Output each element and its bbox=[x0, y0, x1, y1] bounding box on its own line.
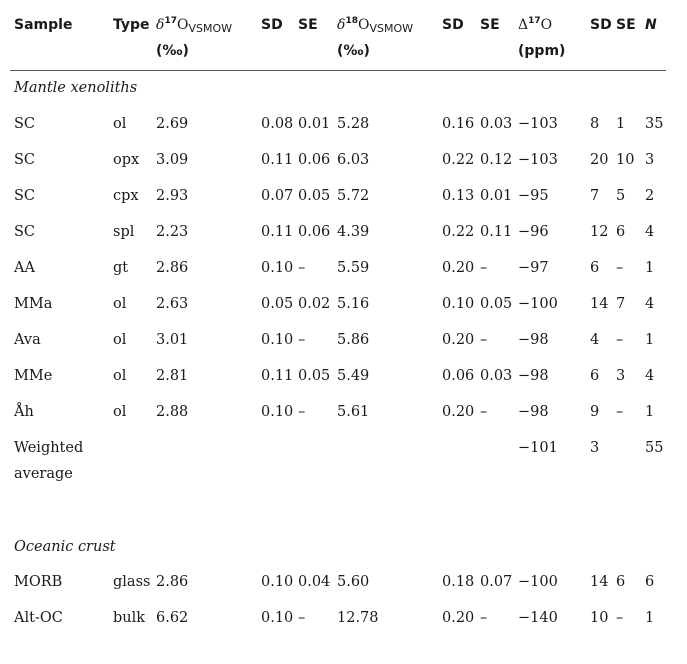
cell-type: ol bbox=[113, 368, 127, 384]
cell-cap: −98 bbox=[518, 332, 549, 348]
cell-sd3: 14 bbox=[590, 574, 609, 590]
cell-se2: – bbox=[480, 404, 488, 420]
cell-sd1: 0.11 bbox=[261, 152, 294, 168]
cell-sd2: 0.22 bbox=[442, 224, 475, 240]
col-header-se3: SE bbox=[616, 17, 636, 33]
cell-sd2: 0.20 bbox=[442, 332, 475, 348]
cell-se3: 10 bbox=[616, 152, 635, 168]
cell-cap: −96 bbox=[518, 224, 549, 240]
cell-d17: 2.93 bbox=[156, 188, 189, 204]
cell-sample: Åh bbox=[14, 404, 34, 420]
cell-sd1: 0.05 bbox=[261, 296, 294, 312]
weighted-cap17o: −101 bbox=[518, 440, 558, 456]
weighted-sd: 3 bbox=[590, 440, 600, 456]
cell-type: spl bbox=[113, 224, 135, 240]
cell-cap: −97 bbox=[518, 260, 549, 276]
cell-se3: – bbox=[616, 404, 624, 420]
weighted-label-line2: average bbox=[14, 466, 73, 482]
cell-sd1: 0.10 bbox=[261, 610, 294, 626]
cell-sd1: 0.10 bbox=[261, 332, 294, 348]
cell-d17: 3.09 bbox=[156, 152, 189, 168]
cell-se1: 0.06 bbox=[298, 152, 331, 168]
cell-se2: – bbox=[480, 610, 488, 626]
cell-type: gt bbox=[113, 260, 129, 276]
cell-sample: SC bbox=[14, 224, 36, 240]
cell-se2: 0.03 bbox=[480, 368, 513, 384]
cell-d18: 5.16 bbox=[337, 296, 370, 312]
cell-d17: 2.23 bbox=[156, 224, 189, 240]
cell-cap: −140 bbox=[518, 610, 558, 626]
cell-se2: 0.05 bbox=[480, 296, 513, 312]
cell-n: 4 bbox=[645, 296, 655, 312]
cell-type: ol bbox=[113, 296, 127, 312]
cell-sd3: 4 bbox=[590, 332, 600, 348]
cell-se1: 0.04 bbox=[298, 574, 331, 590]
cell-type: cpx bbox=[113, 188, 139, 204]
cell-type: ol bbox=[113, 404, 127, 420]
cell-d18: 5.60 bbox=[337, 574, 370, 590]
cell-se3: 6 bbox=[616, 224, 626, 240]
capital-delta-symbol: Δ bbox=[518, 17, 529, 33]
cell-type: glass bbox=[113, 574, 151, 590]
section-heading-mantle: Mantle xenoliths bbox=[14, 80, 138, 96]
isotope-superscript: 17 bbox=[528, 16, 541, 26]
reference-subscript: VSMOW bbox=[369, 22, 413, 35]
cell-sd1: 0.10 bbox=[261, 260, 294, 276]
cell-cap: −98 bbox=[518, 368, 549, 384]
cell-sample: MMa bbox=[14, 296, 53, 312]
cell-sd2: 0.22 bbox=[442, 152, 475, 168]
cell-n: 1 bbox=[645, 332, 655, 348]
cell-se3: – bbox=[616, 260, 624, 276]
col-header-d18o-unit: (‰) bbox=[337, 43, 370, 59]
cell-type: ol bbox=[113, 332, 127, 348]
cell-sample: Alt-OC bbox=[14, 610, 63, 626]
cell-sample: SC bbox=[14, 116, 36, 132]
cell-d18: 5.28 bbox=[337, 116, 370, 132]
col-header-se2: SE bbox=[480, 17, 500, 33]
col-header-sample: Sample bbox=[14, 17, 73, 33]
col-header-cap17o-unit: (ppm) bbox=[518, 43, 566, 59]
cell-se1: – bbox=[298, 610, 306, 626]
cell-sd2: 0.20 bbox=[442, 260, 475, 276]
cell-sd3: 12 bbox=[590, 224, 609, 240]
cell-se2: – bbox=[480, 260, 488, 276]
weighted-label-line1: Weighted bbox=[14, 440, 84, 456]
cell-sd1: 0.11 bbox=[261, 368, 294, 384]
cell-n: 1 bbox=[645, 404, 655, 420]
col-header-sd2: SD bbox=[442, 17, 464, 33]
cell-sd2: 0.13 bbox=[442, 188, 475, 204]
cell-se3: 6 bbox=[616, 574, 626, 590]
cell-d17: 2.88 bbox=[156, 404, 189, 420]
weighted-n: 55 bbox=[645, 440, 664, 456]
cell-d18: 5.86 bbox=[337, 332, 370, 348]
cell-sample: SC bbox=[14, 188, 36, 204]
cell-sd1: 0.07 bbox=[261, 188, 294, 204]
section-heading-oceanic: Oceanic crust bbox=[14, 539, 116, 555]
delta-symbol: δ bbox=[337, 17, 346, 33]
cell-se3: – bbox=[616, 332, 624, 348]
cell-n: 1 bbox=[645, 260, 655, 276]
cell-sd3: 20 bbox=[590, 152, 609, 168]
cell-se2: 0.03 bbox=[480, 116, 513, 132]
cell-se1: – bbox=[298, 332, 306, 348]
cell-n: 4 bbox=[645, 224, 655, 240]
cell-sd3: 7 bbox=[590, 188, 600, 204]
col-header-type: Type bbox=[113, 17, 150, 33]
cell-cap: −103 bbox=[518, 152, 558, 168]
cell-sd1: 0.08 bbox=[261, 116, 294, 132]
cell-n: 4 bbox=[645, 368, 655, 384]
col-header-n: N bbox=[645, 17, 657, 33]
cell-sd1: 0.11 bbox=[261, 224, 294, 240]
col-header-d17o-unit: (‰) bbox=[156, 43, 189, 59]
cell-type: opx bbox=[113, 152, 140, 168]
cell-sd3: 6 bbox=[590, 260, 600, 276]
cell-sd3: 9 bbox=[590, 404, 600, 420]
cell-n: 1 bbox=[645, 610, 655, 626]
cell-se2: 0.07 bbox=[480, 574, 513, 590]
cell-cap: −95 bbox=[518, 188, 549, 204]
cell-se1: – bbox=[298, 404, 306, 420]
cell-se2: 0.11 bbox=[480, 224, 513, 240]
cell-d17: 2.69 bbox=[156, 116, 189, 132]
cell-se2: – bbox=[480, 332, 488, 348]
header-rule bbox=[10, 70, 666, 71]
cell-se2: 0.12 bbox=[480, 152, 513, 168]
cell-se3: 1 bbox=[616, 116, 626, 132]
cell-cap: −103 bbox=[518, 116, 558, 132]
cell-sd3: 10 bbox=[590, 610, 609, 626]
cell-sample: MORB bbox=[14, 574, 63, 590]
oxygen-symbol: O bbox=[357, 17, 370, 33]
cell-sd1: 0.10 bbox=[261, 404, 294, 420]
cell-cap: −100 bbox=[518, 574, 558, 590]
reference-subscript: VSMOW bbox=[188, 22, 232, 35]
cell-type: bulk bbox=[113, 610, 146, 626]
cell-se3: 3 bbox=[616, 368, 626, 384]
cell-sd2: 0.06 bbox=[442, 368, 475, 384]
cell-sd2: 0.20 bbox=[442, 610, 475, 626]
cell-d18: 4.39 bbox=[337, 224, 370, 240]
cell-se1: 0.06 bbox=[298, 224, 331, 240]
cell-d17: 3.01 bbox=[156, 332, 189, 348]
cell-se1: – bbox=[298, 260, 306, 276]
cell-n: 2 bbox=[645, 188, 655, 204]
cell-d18: 6.03 bbox=[337, 152, 370, 168]
cell-sd2: 0.16 bbox=[442, 116, 475, 132]
cell-sample: Ava bbox=[14, 332, 41, 348]
cell-n: 6 bbox=[645, 574, 655, 590]
cell-n: 35 bbox=[645, 116, 664, 132]
col-header-sd3: SD bbox=[590, 17, 612, 33]
cell-d17: 2.86 bbox=[156, 574, 189, 590]
col-header-cap17o bbox=[518, 16, 552, 34]
col-header-d17o bbox=[156, 16, 232, 34]
oxygen-symbol: O bbox=[176, 17, 189, 33]
cell-se1: 0.02 bbox=[298, 296, 331, 312]
cell-se1: 0.01 bbox=[298, 116, 331, 132]
cell-se3: 7 bbox=[616, 296, 626, 312]
cell-sd2: 0.18 bbox=[442, 574, 475, 590]
cell-d18: 5.59 bbox=[337, 260, 370, 276]
cell-se3: 5 bbox=[616, 188, 626, 204]
cell-sd3: 14 bbox=[590, 296, 609, 312]
cell-d17: 2.86 bbox=[156, 260, 189, 276]
isotope-superscript: 18 bbox=[345, 16, 358, 26]
cell-sample: AA bbox=[14, 260, 35, 276]
cell-sd1: 0.10 bbox=[261, 574, 294, 590]
cell-se1: 0.05 bbox=[298, 368, 331, 384]
isotope-superscript: 17 bbox=[164, 16, 177, 26]
cell-sd3: 8 bbox=[590, 116, 600, 132]
col-header-sd1: SD bbox=[261, 17, 283, 33]
cell-sample: MMe bbox=[14, 368, 53, 384]
cell-d18: 5.49 bbox=[337, 368, 370, 384]
cell-d17: 2.81 bbox=[156, 368, 189, 384]
cell-se2: 0.01 bbox=[480, 188, 513, 204]
col-header-se1: SE bbox=[298, 17, 318, 33]
cell-d17: 6.62 bbox=[156, 610, 189, 626]
oxygen-symbol: O bbox=[540, 17, 553, 33]
cell-sd2: 0.10 bbox=[442, 296, 475, 312]
cell-n: 3 bbox=[645, 152, 655, 168]
cell-d17: 2.63 bbox=[156, 296, 189, 312]
cell-cap: −98 bbox=[518, 404, 549, 420]
cell-sd3: 6 bbox=[590, 368, 600, 384]
cell-se1: 0.05 bbox=[298, 188, 331, 204]
col-header-d18o bbox=[337, 16, 413, 34]
delta-symbol: δ bbox=[156, 17, 165, 33]
cell-type: ol bbox=[113, 116, 127, 132]
cell-sd2: 0.20 bbox=[442, 404, 475, 420]
cell-d18: 5.72 bbox=[337, 188, 370, 204]
cell-se3: – bbox=[616, 610, 624, 626]
cell-sample: SC bbox=[14, 152, 36, 168]
cell-cap: −100 bbox=[518, 296, 558, 312]
cell-d18: 12.78 bbox=[337, 610, 379, 626]
cell-d18: 5.61 bbox=[337, 404, 370, 420]
